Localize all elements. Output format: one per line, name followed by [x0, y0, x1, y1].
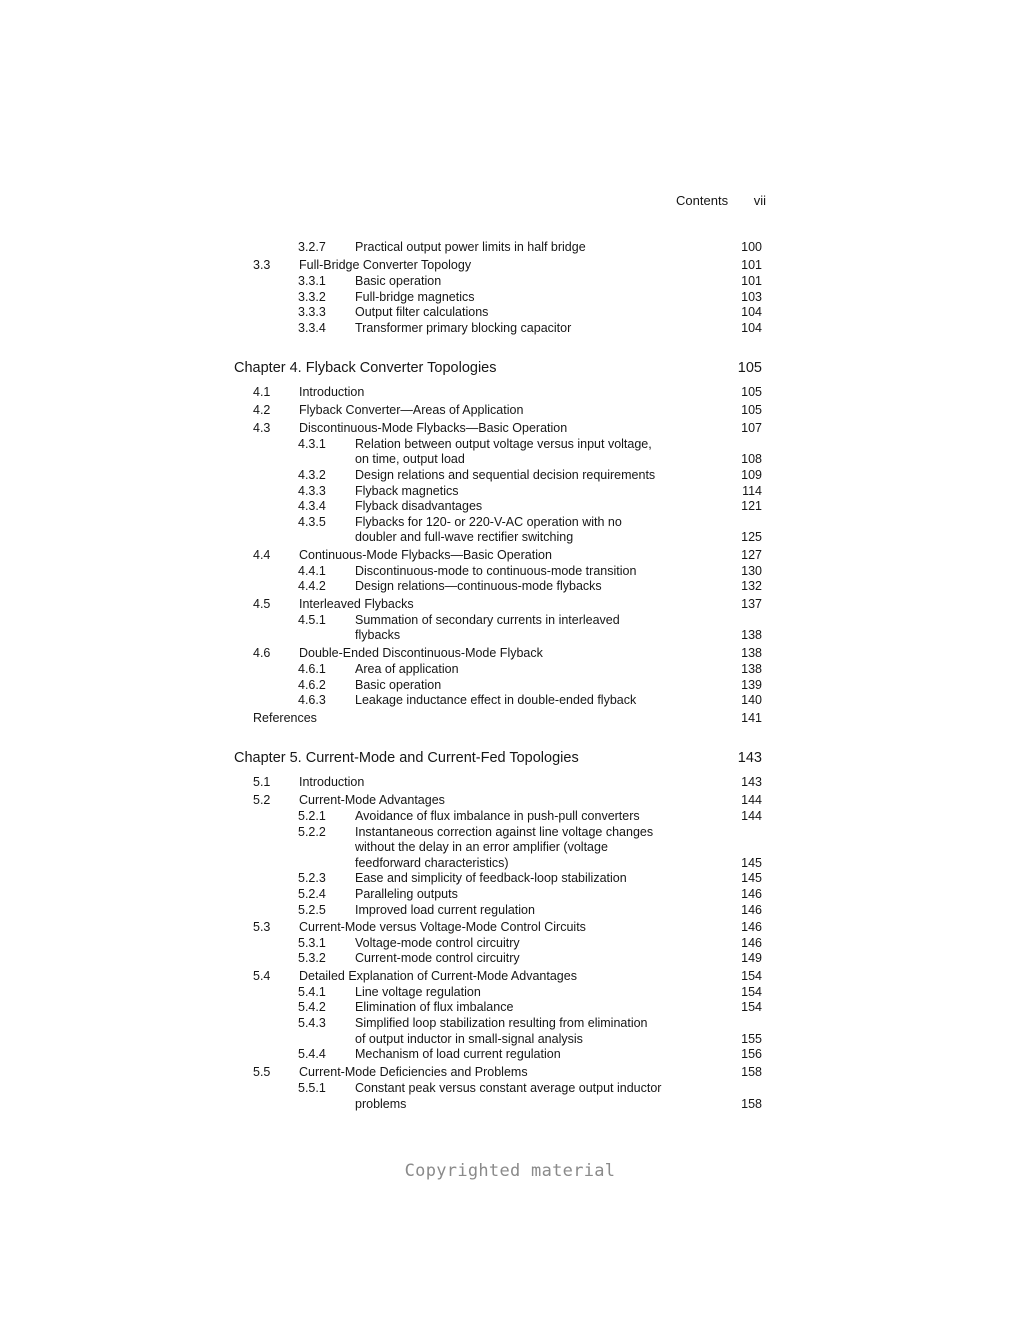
toc-entry-number: 4.6.1 [298, 662, 326, 676]
toc-entry-title: Basic operation [355, 274, 442, 288]
toc-subsection-entry [0, 870, 1020, 886]
toc-entry-number: 5.3 [253, 920, 271, 934]
toc-entry-title: References [253, 711, 317, 725]
toc-entry-page-number: 105 [741, 385, 762, 399]
toc-subsection-entry [0, 273, 1020, 289]
toc-subsection-entry [0, 563, 1020, 579]
toc-entry-title: Detailed Explanation of Current-Mode Advantages [299, 969, 577, 983]
toc-chapter-heading [0, 358, 1020, 378]
toc-entry-page-number: 108 [741, 452, 762, 466]
toc-entry-number: 4.5.1 [298, 613, 326, 627]
toc-entry-title: on time, output load [355, 452, 465, 466]
toc-entry-title: Leakage inductance effect in double-ended flyback [355, 693, 637, 707]
toc-subsection-entry [0, 436, 1020, 452]
toc-entry-page-number: 105 [737, 360, 762, 376]
toc-entry-number: 4.3.5 [298, 515, 326, 529]
toc-entry-title: Basic operation [355, 678, 442, 692]
toc-entry-page-number: 140 [741, 693, 762, 707]
toc-entry-title: Ease and simplicity of feedback-loop stabilization [355, 871, 627, 885]
toc-entry-page-number: 127 [741, 548, 762, 562]
toc-subsection-entry [0, 999, 1020, 1015]
toc-entry-page-number: 100 [741, 240, 762, 254]
toc-subsection-entry [0, 661, 1020, 677]
toc-entry-page-number: 104 [741, 305, 762, 319]
toc-subsection-entry [0, 1015, 1020, 1031]
toc-entry-title: Paralleling outputs [355, 887, 458, 901]
toc-section-entry [0, 402, 1020, 418]
toc-references-entry [0, 710, 1020, 726]
toc-entry-number: 5.4 [253, 969, 271, 983]
toc-entry-number: 5.4.3 [298, 1016, 326, 1030]
toc-entry-page-number: 125 [741, 530, 762, 544]
toc-entry-title: flybacks [355, 628, 401, 642]
toc-entry-page-number: 154 [741, 969, 762, 983]
toc-entry-number: 4.3.3 [298, 484, 326, 498]
toc-entry-page-number: 103 [741, 290, 762, 304]
toc-entry-title: Introduction [299, 775, 365, 789]
toc-subsection-entry [0, 498, 1020, 514]
toc-entry-page-number: 132 [741, 579, 762, 593]
toc-entry-title: doubler and full-wave rectifier switching [355, 530, 574, 544]
toc-subsection-entry [0, 578, 1020, 594]
toc-entry-title: Voltage-mode control circuitry [355, 936, 520, 950]
toc-entry-page-number: 154 [741, 1000, 762, 1014]
toc-entry-title: Chapter 4. Flyback Converter Topologies [234, 360, 497, 376]
toc-entry-title: Current-mode control circuitry [355, 951, 520, 965]
toc-entry-number: 5.5.1 [298, 1081, 326, 1095]
toc-entry-title: Design relations—continuous-mode flybacks [355, 579, 602, 593]
toc-entry-title: Continuous-Mode Flybacks—Basic Operation [299, 548, 552, 562]
toc-entry-title: Summation of secondary currents in interleaved [355, 613, 620, 627]
toc-subsection-entry [0, 935, 1020, 951]
toc-entry-title: Full-bridge magnetics [355, 290, 475, 304]
toc-subsection-entry [0, 677, 1020, 693]
toc-entry-number: 4.2 [253, 403, 271, 417]
toc-entry-number: 3.3.4 [298, 321, 326, 335]
toc-entry-title: Flyback Converter—Areas of Application [299, 403, 524, 417]
toc-entry-title: without the delay in an error amplifier (voltage [355, 840, 608, 854]
toc-entry-page-number: 138 [741, 646, 762, 660]
toc-section-entry [0, 919, 1020, 935]
toc-entry-page-number: 121 [741, 499, 762, 513]
toc-entry-number: 4.6.3 [298, 693, 326, 707]
toc-entry-page-number: 154 [741, 985, 762, 999]
toc-entry-page-number: 146 [741, 887, 762, 901]
toc-entry-number: 3.3.3 [298, 305, 326, 319]
toc-entry-page-number: 146 [741, 920, 762, 934]
toc-entry-page-number: 101 [741, 258, 762, 272]
toc-entry-title: Design relations and sequential decision requirements [355, 468, 656, 482]
toc-section-entry [0, 645, 1020, 661]
toc-subsection-entry [0, 839, 1020, 855]
toc-entry-number: 4.3.4 [298, 499, 326, 513]
toc-entry-number: 3.3 [253, 258, 271, 272]
toc-subsection-entry [0, 483, 1020, 499]
toc-entry-title: Transformer primary blocking capacitor [355, 321, 572, 335]
toc-entry-number: 5.4.2 [298, 1000, 326, 1014]
toc-subsection-entry [0, 627, 1020, 643]
toc-entry-title: Avoidance of flux imbalance in push-pull converters [355, 809, 640, 823]
toc-entry-number: 5.2.2 [298, 825, 326, 839]
toc-entry-number: 5.4.4 [298, 1047, 326, 1061]
toc-entry-number: 4.4.2 [298, 579, 326, 593]
toc-entry-title: Current-Mode Advantages [299, 793, 445, 807]
copyright-watermark: Copyrighted material [404, 1161, 616, 1181]
toc-entry-number: 4.4 [253, 548, 271, 562]
toc-section-entry [0, 596, 1020, 612]
toc-entry-page-number: 139 [741, 678, 762, 692]
toc-entry-page-number: 145 [741, 871, 762, 885]
toc-subsection-entry [0, 1096, 1020, 1112]
toc-subsection-entry [0, 529, 1020, 545]
toc-section-entry [0, 257, 1020, 273]
toc-subsection-entry [0, 855, 1020, 871]
toc-entry-title: Discontinuous-Mode Flybacks—Basic Operation [299, 421, 568, 435]
toc-section-entry [0, 547, 1020, 563]
toc-section-entry [0, 792, 1020, 808]
toc-entry-number: 4.3.1 [298, 437, 326, 451]
toc-subsection-entry [0, 824, 1020, 840]
toc-entry-page-number: 158 [741, 1097, 762, 1111]
toc-entry-title: Line voltage regulation [355, 985, 481, 999]
toc-entry-title: feedforward characteristics) [355, 856, 509, 870]
toc-entry-title: Current-Mode versus Voltage-Mode Control Circuits [299, 920, 586, 934]
toc-subsection-entry [0, 320, 1020, 336]
toc-entry-number: 4.3 [253, 421, 271, 435]
toc-entry-page-number: 158 [741, 1065, 762, 1079]
toc-section-entry [0, 968, 1020, 984]
toc-entry-title: Interleaved Flybacks [299, 597, 414, 611]
toc-entry-page-number: 143 [741, 775, 762, 789]
running-head-title: Contents [676, 193, 729, 208]
toc-chapter-heading [0, 748, 1020, 768]
running-head [600, 193, 766, 208]
toc-entry-title: Practical output power limits in half bridge [355, 240, 586, 254]
toc-subsection-entry [0, 467, 1020, 483]
toc-subsection-entry [0, 612, 1020, 628]
toc-entry-page-number: 105 [741, 403, 762, 417]
toc-entry-page-number: 145 [741, 856, 762, 870]
toc-entry-number: 5.2.5 [298, 903, 326, 917]
toc-entry-page-number: 146 [741, 936, 762, 950]
toc-entry-page-number: 143 [737, 750, 762, 766]
toc-entry-page-number: 149 [741, 951, 762, 965]
toc-entry-page-number: 130 [741, 564, 762, 578]
toc-entry-number: 5.2 [253, 793, 271, 807]
toc-subsection-entry [0, 902, 1020, 918]
toc-entry-page-number: 156 [741, 1047, 762, 1061]
toc-entry-page-number: 107 [741, 421, 762, 435]
toc-entry-title: Full-Bridge Converter Topology [299, 258, 472, 272]
toc-subsection-entry [0, 289, 1020, 305]
toc-entry-number: 5.2.1 [298, 809, 326, 823]
toc-subsection-entry [0, 984, 1020, 1000]
toc-entry-number: 4.6 [253, 646, 271, 660]
toc-entry-title: of output inductor in small-signal analysis [355, 1032, 583, 1046]
toc-entry-page-number: 141 [741, 711, 762, 725]
toc-section-entry [0, 384, 1020, 400]
toc-entry-page-number: 109 [741, 468, 762, 482]
toc-entry-page-number: 104 [741, 321, 762, 335]
toc-subsection-entry [0, 1031, 1020, 1047]
toc-entry-title: Double-Ended Discontinuous-Mode Flyback [299, 646, 543, 660]
toc-section-entry [0, 774, 1020, 790]
toc-entry-number: 4.5 [253, 597, 271, 611]
toc-entry-title: Flyback magnetics [355, 484, 459, 498]
toc-entry-number: 4.4.1 [298, 564, 326, 578]
toc-subsection-entry [0, 514, 1020, 530]
toc-entry-page-number: 144 [741, 809, 762, 823]
toc-subsection-entry [0, 692, 1020, 708]
toc-entry-page-number: 137 [741, 597, 762, 611]
toc-entry-title: Mechanism of load current regulation [355, 1047, 561, 1061]
toc-entry-title: Elimination of flux imbalance [355, 1000, 514, 1014]
toc-entry-title: Chapter 5. Current-Mode and Current-Fed Topologies [234, 750, 579, 766]
toc-entry-page-number: 101 [741, 274, 762, 288]
toc-section-entry [0, 1064, 1020, 1080]
toc-entry-title: Current-Mode Deficiencies and Problems [299, 1065, 528, 1079]
toc-entry-number: 5.3.2 [298, 951, 326, 965]
toc-entry-title: Output filter calculations [355, 305, 489, 319]
toc-section-entry [0, 420, 1020, 436]
toc-entry-number: 3.3.1 [298, 274, 326, 288]
running-head-page-number: vii [753, 193, 766, 208]
toc-entry-title: Improved load current regulation [355, 903, 535, 917]
toc-entry-number: 5.2.4 [298, 887, 326, 901]
toc-entry-number: 5.5 [253, 1065, 271, 1079]
toc-entry-number: 4.6.2 [298, 678, 326, 692]
toc-subsection-entry [0, 1080, 1020, 1096]
toc-entry-title: Introduction [299, 385, 365, 399]
toc-entry-page-number: 138 [741, 662, 762, 676]
toc-entry-page-number: 144 [741, 793, 762, 807]
toc-entry-title: Discontinuous-mode to continuous-mode transition [355, 564, 637, 578]
toc-entry-number: 4.3.2 [298, 468, 326, 482]
toc-entry-title: Area of application [355, 662, 459, 676]
toc-entry-number: 3.3.2 [298, 290, 326, 304]
toc-entry-title: Instantaneous correction against line voltage changes [355, 825, 654, 839]
toc-entry-title: Constant peak versus constant average output inductor [355, 1081, 662, 1095]
toc-subsection-entry [0, 239, 1020, 255]
toc-entry-page-number: 138 [741, 628, 762, 642]
toc-subsection-entry [0, 451, 1020, 467]
toc-subsection-entry [0, 1046, 1020, 1062]
toc-entry-number: 5.1 [253, 775, 271, 789]
toc-entry-title: Relation between output voltage versus input voltage, [355, 437, 652, 451]
toc-entry-number: 5.3.1 [298, 936, 326, 950]
toc-entry-number: 3.2.7 [298, 240, 326, 254]
toc-entry-title: Flyback disadvantages [355, 499, 483, 513]
toc-entry-number: 5.2.3 [298, 871, 326, 885]
toc-subsection-entry [0, 808, 1020, 824]
toc-entry-page-number: 155 [741, 1032, 762, 1046]
toc-entry-number: 5.4.1 [298, 985, 326, 999]
toc-subsection-entry [0, 304, 1020, 320]
toc-entry-title: Simplified loop stabilization resulting from elimination [355, 1016, 648, 1030]
toc-subsection-entry [0, 886, 1020, 902]
toc-entry-title: Flybacks for 120- or 220-V-AC operation with no [355, 515, 622, 529]
toc-entry-number: 4.1 [253, 385, 271, 399]
toc-entry-page-number: 114 [742, 484, 762, 498]
toc-entry-title: problems [355, 1097, 407, 1111]
toc-subsection-entry [0, 950, 1020, 966]
toc-entry-page-number: 146 [741, 903, 762, 917]
